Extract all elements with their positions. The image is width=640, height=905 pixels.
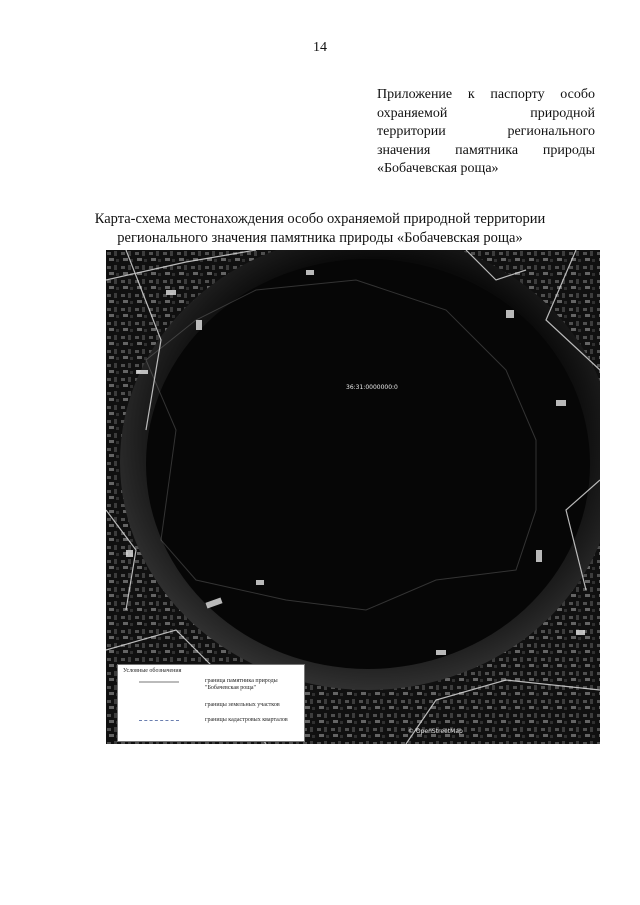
map-image bbox=[106, 250, 600, 744]
appendix-line-1: Приложение к паспорту особо bbox=[377, 87, 595, 102]
map-title-line-1: Карта-схема местонахождения особо охраняемой природной территории bbox=[94, 211, 546, 227]
map-legend bbox=[117, 664, 305, 742]
map-credit: © OpenStreetMap bbox=[408, 728, 463, 735]
legend-line-solid-white bbox=[139, 705, 179, 707]
map-title bbox=[60, 210, 580, 248]
map-title-line-2: регионального значения памятника природы «Бобачевская роща» bbox=[117, 230, 523, 246]
appendix-line-3: территории регионального bbox=[377, 124, 595, 139]
page-number: 14 bbox=[313, 40, 327, 55]
appendix-line-2: охраняемой природной bbox=[377, 105, 595, 121]
legend-row-monument-boundary bbox=[123, 678, 299, 692]
legend-line-dashed-blue bbox=[139, 720, 179, 721]
appendix-line-5: «Бобачевская роща» bbox=[377, 161, 499, 176]
legend-title: Условные обозначения bbox=[123, 668, 182, 674]
legend-line-solid-gray bbox=[139, 681, 179, 683]
legend-text-monument-boundary: граница памятника природы "Бобачевская роща" bbox=[205, 678, 278, 691]
legend-text-land-plots: границы земельных участков bbox=[205, 702, 280, 708]
map-center-label: 36:31:0000000:0 bbox=[346, 384, 398, 391]
legend-row-land-plots bbox=[123, 702, 299, 716]
legend-row-cadastral bbox=[123, 717, 299, 731]
legend-text-cadastral: границы кадастровых кварталов bbox=[205, 717, 288, 723]
appendix-block bbox=[377, 86, 595, 179]
appendix-line-4: значения памятника природы bbox=[377, 142, 595, 158]
